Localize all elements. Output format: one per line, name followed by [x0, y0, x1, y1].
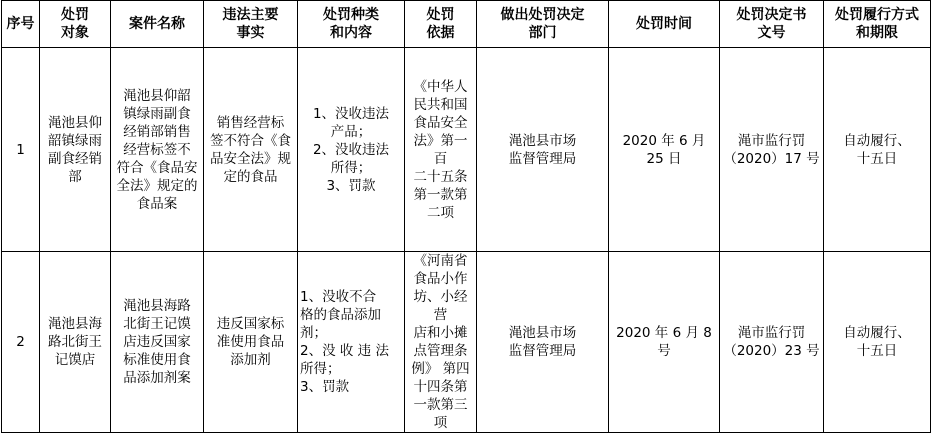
cell-target: 渑池县海 路北街王 记馍店: [40, 252, 111, 433]
header-index: 序号: [2, 1, 40, 48]
table-row: [2, 48, 931, 252]
cell-facts: 违反国家标 准使用食品 添加剂: [204, 252, 298, 433]
header-facts: 违法主要 事实: [204, 1, 298, 48]
header-target: 处罚 对象: [40, 1, 111, 48]
cell-target: 渑池县仰 韶镇绿雨 副食经销 部: [40, 48, 111, 252]
cell-basis: 《中华人 民共和国 食品安全 法》第一百 二十五条 第一款第 二项: [405, 48, 477, 252]
cell-department: 渑池县市场 监督管理局: [477, 252, 609, 433]
cell-case-name: 渑池县仰韶 镇绿雨副食 经销部销售 经营标签不 符合《食品安 全法》规定的 食品案: [111, 48, 204, 252]
header-basis: 处罚 依据: [405, 1, 477, 48]
cell-penalty: 1、没收不合 格的食品添加 剂； 2、没 收 违 法 所得； 3、罚款: [298, 252, 405, 433]
cell-facts: 销售经营标 签不符合《食 品安全法》规 定的食品: [204, 48, 298, 252]
cell-department: 渑池县市场 监督管理局: [477, 48, 609, 252]
header-doc-no: 处罚决定书 文号: [720, 1, 824, 48]
header-department: 做出处罚决定 部门: [477, 1, 609, 48]
cell-doc-no: 渑市监行罚 （2020）17 号: [720, 48, 824, 252]
cell-doc-no: 渑市监行罚 （2020）23 号: [720, 252, 824, 433]
header-case-name: 案件名称: [111, 1, 204, 48]
penalty-table: [1, 0, 931, 433]
cell-date: 2020 年 6 月 8 号: [609, 252, 720, 433]
cell-fulfillment: 自动履行、 十五日: [824, 48, 931, 252]
cell-fulfillment: 自动履行、 十五日: [824, 252, 931, 433]
cell-case-name: 渑池县海路 北街王记馍 店违反国家 标准使用食 品添加剂案: [111, 252, 204, 433]
cell-index: 2: [2, 252, 40, 433]
header-fulfillment: 处罚履行方式 和期限: [824, 1, 931, 48]
cell-penalty: 1、没收违法 产品； 2、没收违法 所得； 3、罚款: [298, 48, 405, 252]
cell-basis: 《河南省 食品小作 坊、小经营 店和小摊 点管理条 例》 第四 十四条第 一款第三 项: [405, 252, 477, 433]
table-row: [2, 252, 931, 433]
cell-date: 2020 年 6 月 25 日: [609, 48, 720, 252]
header-date: 处罚时间: [609, 1, 720, 48]
cell-index: 1: [2, 48, 40, 252]
header-row: [2, 1, 931, 48]
header-penalty: 处罚种类 和内容: [298, 1, 405, 48]
